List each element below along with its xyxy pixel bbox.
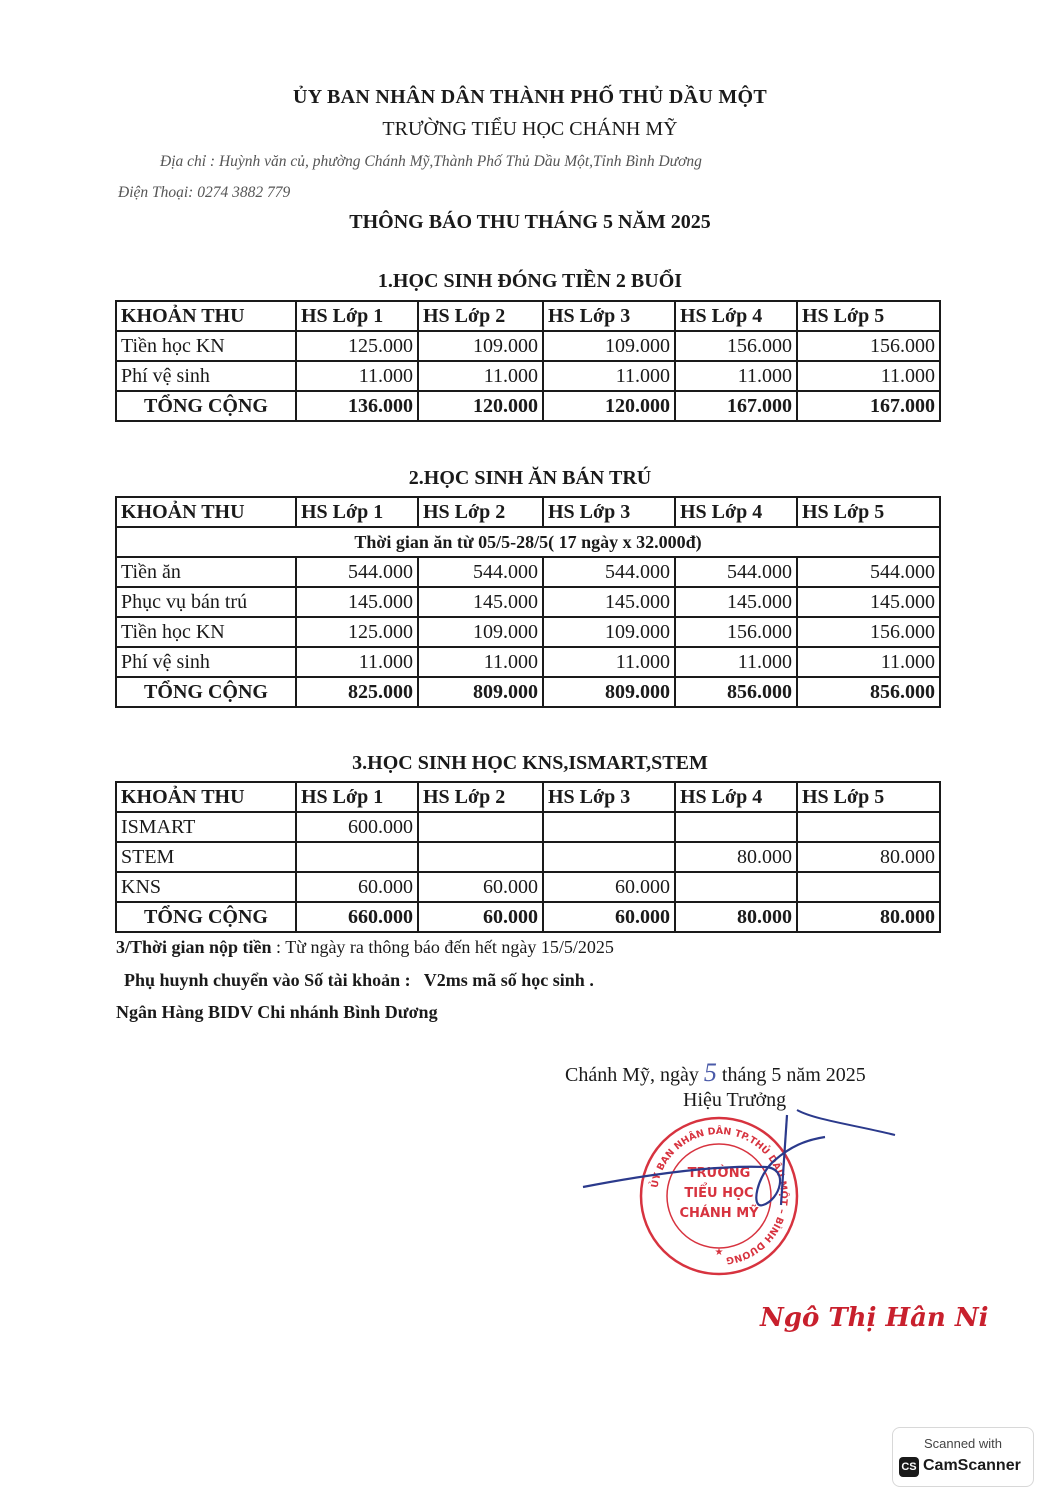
cell-value: 109.000 <box>418 331 543 361</box>
cell-value: 11.000 <box>797 361 940 391</box>
school-phone: Điện Thoại: 0274 3882 779 <box>118 184 291 201</box>
stamp-line3: CHÁNH MỸ <box>679 1206 759 1221</box>
cell-value: 80.000 <box>675 842 797 872</box>
table-row <box>116 331 940 361</box>
stamp-line2: TIỂU HỌC <box>684 1186 754 1201</box>
cell-value: HS Lớp 1 <box>296 497 418 527</box>
total-row <box>116 677 940 707</box>
cell-value <box>418 812 543 842</box>
cell-value <box>543 842 675 872</box>
cell-value: 11.000 <box>543 647 675 677</box>
payment-deadline <box>116 937 614 958</box>
table-row <box>116 647 940 677</box>
cell-value: 145.000 <box>543 587 675 617</box>
section3-title: 3.HỌC SINH HỌC KNS,ISMART,STEM <box>352 752 708 774</box>
cell-value: 145.000 <box>418 587 543 617</box>
date-suffix: tháng 5 năm 2025 <box>721 1064 866 1086</box>
cell-value: 136.000 <box>296 391 418 421</box>
signer-role: Hiệu Trưởng <box>683 1089 787 1111</box>
cell-value: 544.000 <box>675 557 797 587</box>
deadline-label: 3/Thời gian nộp tiền <box>116 937 272 957</box>
cell-value: 544.000 <box>296 557 418 587</box>
row-label: Tiền học KN <box>116 331 296 361</box>
account-value: V2ms mã số học sinh . <box>423 970 594 990</box>
date-day-handwritten: 5 <box>703 1058 717 1087</box>
bank-line: Ngân Hàng BIDV Chi nhánh Bình Dương <box>116 1002 438 1022</box>
row-label: Tiền học KN <box>116 617 296 647</box>
cell-value: HS Lớp 1 <box>296 301 418 331</box>
table-row <box>116 361 940 391</box>
cell-value: 156.000 <box>797 331 940 361</box>
cell-value <box>797 872 940 902</box>
signer-name: Ngô Thị Hân Ni <box>760 1303 989 1333</box>
cell-value: 156.000 <box>675 617 797 647</box>
cell-value: HS Lớp 3 <box>543 782 675 812</box>
cell-value: 544.000 <box>543 557 675 587</box>
cell-value: 60.000 <box>543 872 675 902</box>
total-row <box>116 391 940 421</box>
cell-value <box>797 812 940 842</box>
cell-value: 167.000 <box>797 391 940 421</box>
section3-table <box>115 781 941 933</box>
row-label: KHOẢN THU <box>116 497 296 527</box>
cell-value: 544.000 <box>418 557 543 587</box>
cell-value: 120.000 <box>418 391 543 421</box>
table-row <box>116 872 940 902</box>
deadline-value: : Từ ngày ra thông báo đến hết ngày 15/5/2025 <box>271 937 614 957</box>
cell-value: HS Lớp 3 <box>543 497 675 527</box>
cell-value <box>418 842 543 872</box>
cell-value <box>296 842 418 872</box>
cell-value: HS Lớp 1 <box>296 782 418 812</box>
section1-table <box>115 300 941 422</box>
row-label: Phục vụ bán trú <box>116 587 296 617</box>
row-label: TỔNG CỘNG <box>116 902 296 932</box>
cell-value: 156.000 <box>675 331 797 361</box>
cell-value: 120.000 <box>543 391 675 421</box>
cell-value: HS Lớp 4 <box>675 301 797 331</box>
stamp-line1: TRƯỜNG <box>687 1166 751 1181</box>
table-header-row <box>116 782 940 812</box>
cell-value: 109.000 <box>543 617 675 647</box>
camscanner-logo-icon: CS <box>899 1457 919 1477</box>
cell-value <box>675 872 797 902</box>
row-label: TỔNG CỘNG <box>116 677 296 707</box>
cell-value: 809.000 <box>543 677 675 707</box>
table-row <box>116 557 940 587</box>
watermark-line1: Scanned with <box>923 1436 1003 1451</box>
total-row <box>116 902 940 932</box>
cell-value: 109.000 <box>418 617 543 647</box>
table-row <box>116 617 940 647</box>
stamp-ring-text: ỦY BAN NHÂN DÂN TP.THỦ DẦU MỘT – BÌNH DƯƠNG <box>649 1125 790 1266</box>
school-address: Địa chỉ : Huỳnh văn củ, phường Chánh Mỹ,Thành Phố Thủ Dầu Một,Tỉnh Bình Dương <box>160 153 702 170</box>
row-label: KHOẢN THU <box>116 782 296 812</box>
cell-value: 167.000 <box>675 391 797 421</box>
row-label: ISMART <box>116 812 296 842</box>
cell-value: 660.000 <box>296 902 418 932</box>
cell-value: 11.000 <box>418 361 543 391</box>
cell-value: 809.000 <box>418 677 543 707</box>
cell-value: HS Lớp 5 <box>797 301 940 331</box>
cell-value: 156.000 <box>797 617 940 647</box>
cell-value: 11.000 <box>797 647 940 677</box>
table-header-row <box>116 497 940 527</box>
cell-value: HS Lớp 5 <box>797 782 940 812</box>
account-label: Phụ huynh chuyển vào Số tài khoản : <box>124 970 411 990</box>
cell-value: 60.000 <box>296 872 418 902</box>
table-row <box>116 812 940 842</box>
account-line <box>124 970 594 991</box>
cell-value: 11.000 <box>296 647 418 677</box>
cell-value <box>543 812 675 842</box>
period-note-row <box>116 527 940 557</box>
cell-value: HS Lớp 2 <box>418 301 543 331</box>
signature-scribble-icon <box>575 1105 905 1225</box>
cell-value: 11.000 <box>543 361 675 391</box>
cell-value: HS Lớp 2 <box>418 782 543 812</box>
cell-value: 80.000 <box>797 842 940 872</box>
cell-value: 125.000 <box>296 617 418 647</box>
cell-value: 544.000 <box>797 557 940 587</box>
section1-title: 1.HỌC SINH ĐÓNG TIỀN 2 BUỔI <box>377 270 683 292</box>
cell-value: 600.000 <box>296 812 418 842</box>
row-label: Phí vệ sinh <box>116 647 296 677</box>
cell-value: 145.000 <box>296 587 418 617</box>
cell-value: 11.000 <box>675 361 797 391</box>
cell-value: 60.000 <box>543 902 675 932</box>
table-row <box>116 587 940 617</box>
cell-value: 145.000 <box>675 587 797 617</box>
authority-heading: ỦY BAN NHÂN DÂN THÀNH PHỐ THỦ DẦU MỘT <box>292 86 768 108</box>
cell-value: 80.000 <box>675 902 797 932</box>
camscanner-watermark <box>892 1427 1034 1487</box>
cell-value <box>675 812 797 842</box>
signature-date <box>565 1058 866 1088</box>
cell-value: HS Lớp 3 <box>543 301 675 331</box>
cell-value: 145.000 <box>797 587 940 617</box>
cell-value: 60.000 <box>418 902 543 932</box>
row-label: STEM <box>116 842 296 872</box>
svg-text:★: ★ <box>714 1247 724 1258</box>
row-label: KHOẢN THU <box>116 301 296 331</box>
table-header-row <box>116 301 940 331</box>
section2-table <box>115 496 941 708</box>
date-prefix: Chánh Mỹ, ngày <box>565 1064 699 1086</box>
period-note: Thời gian ăn từ 05/5-28/5( 17 ngày x 32.000đ) <box>116 527 940 557</box>
cell-value: HS Lớp 2 <box>418 497 543 527</box>
notice-title: THÔNG BÁO THU THÁNG 5 NĂM 2025 <box>349 211 711 233</box>
row-label: KNS <box>116 872 296 902</box>
cell-value: HS Lớp 4 <box>675 782 797 812</box>
cell-value: 825.000 <box>296 677 418 707</box>
cell-value: HS Lớp 4 <box>675 497 797 527</box>
cell-value: 125.000 <box>296 331 418 361</box>
cell-value: 11.000 <box>675 647 797 677</box>
cell-value: 856.000 <box>675 677 797 707</box>
cell-value: 11.000 <box>418 647 543 677</box>
cell-value: 11.000 <box>296 361 418 391</box>
row-label: Tiền ăn <box>116 557 296 587</box>
row-label: Phí vệ sinh <box>116 361 296 391</box>
cell-value: 109.000 <box>543 331 675 361</box>
watermark-line2: CamScanner <box>923 1457 1021 1474</box>
table-row <box>116 842 940 872</box>
cell-value: HS Lớp 5 <box>797 497 940 527</box>
section2-title: 2.HỌC SINH ĂN BÁN TRÚ <box>408 467 652 489</box>
cell-value: 80.000 <box>797 902 940 932</box>
school-name: TRƯỜNG TIỂU HỌC CHÁNH MỸ <box>382 118 678 140</box>
row-label: TỔNG CỘNG <box>116 391 296 421</box>
cell-value: 856.000 <box>797 677 940 707</box>
cell-value: 60.000 <box>418 872 543 902</box>
